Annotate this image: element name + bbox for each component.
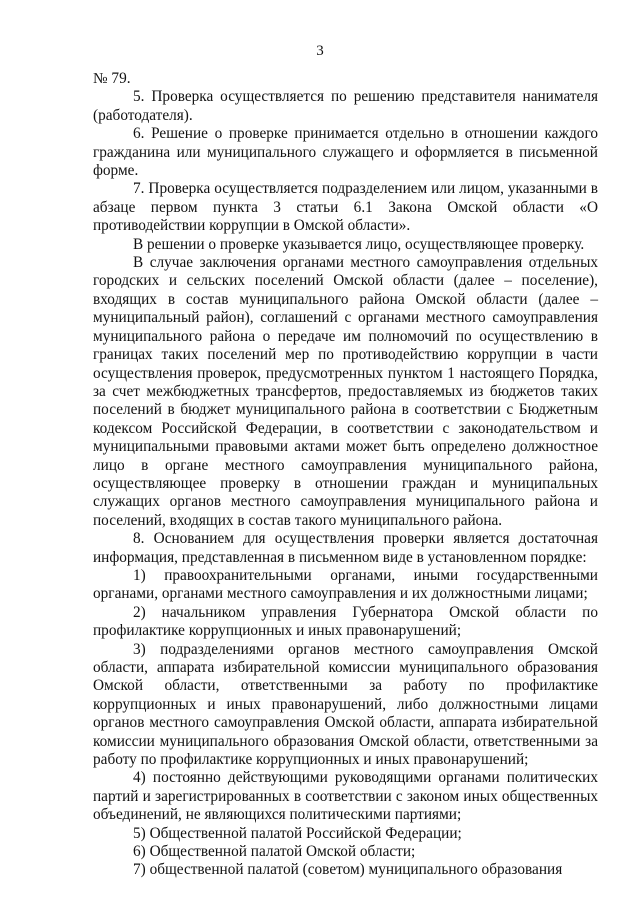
paragraph-municipal-agreements: В случае заключения органами местного самоуправления отдельных городских и сельских поселений Омской области (далее – поселение), входящих в состав муниципального района Омской области (далее – муниципальный район), соглашений с органами местного самоуправления муниципального района о передаче им полномочий по осуществлению в границах таких поселений мер по противодействию коррупции в части осуществления проверок, предусмотренных пунктом 1 настоящего Порядка, за счет межбюджетных трансфертов, предоставляемых из бюджетов таких поселений в бюджет муниципального района в соответствии с Бюджетным кодексом Российской Федерации, в соответствии с законодательством и муниципальными правовыми актами может быть определено должностное лицо в органе местного самоуправления муниципального района, осуществляющее проверку в отношении граждан и муниципальных служащих органов местного самоуправления муниципального района и поселений, входящих в состав такого муниципального района. [93,254,598,529]
page-number: 3 [316,43,324,59]
list-item-1: 1) правоохранительными органами, иными государственными органами, органами местного самоуправления и их должностными лицами; [93,566,598,603]
document-body [93,70,598,880]
paragraph-decision-person: В решении о проверке указывается лицо, осуществляющее проверку. [133,235,585,253]
list-item-2: 2) начальником управления Губернатора Омской области по профилактике коррупционных и иных правонарушений; [93,603,598,640]
list-item-4: 4) постоянно действующими руководящими органами политических партий и зарегистрированных в соответствии с законом иных общественных объединений, не являющихся политическими партиями; [93,769,598,824]
list-item-3: 3) подразделениями органов местного самоуправления Омской области, аппарата избирательной комиссии муниципального образования Омской области, ответственными за работу по профилактике коррупционных и иных правонарушений, либо должностными лицами органов местного самоуправления Омской области, аппарата избирательной комиссии муниципального образования Омской области, ответственными за работу по профилактике коррупционных и иных правонарушений; [93,640,598,769]
list-item-6: 6) Общественной палатой Омской области; [133,843,416,861]
list-item-7: 7) общественной палатой (советом) муниципального образования [133,861,563,879]
paragraph-document-number: № 79. [93,70,131,87]
paragraph-item-8: 8. Основанием для осуществления проверки является достаточная информация, представленная в письменном виде в установленном порядке: [93,530,598,566]
list-item-5: 5) Общественной палатой Российской Федерации; [133,824,462,842]
paragraph-item-6: 6. Решение о проверке принимается отдельно в отношении каждого гражданина или муниципального служащего и оформляется в письменной форме. [93,125,598,180]
paragraph-item-7: 7. Проверка осуществляется подразделением или лицом, указанными в абзаце первом пункта 3 статьи 6.1 Закона Омской области «О противодействии коррупции в Омской области». [93,180,598,235]
paragraph-item-5: 5. Проверка осуществляется по решению представителя нанимателя (работодателя). [93,88,598,124]
